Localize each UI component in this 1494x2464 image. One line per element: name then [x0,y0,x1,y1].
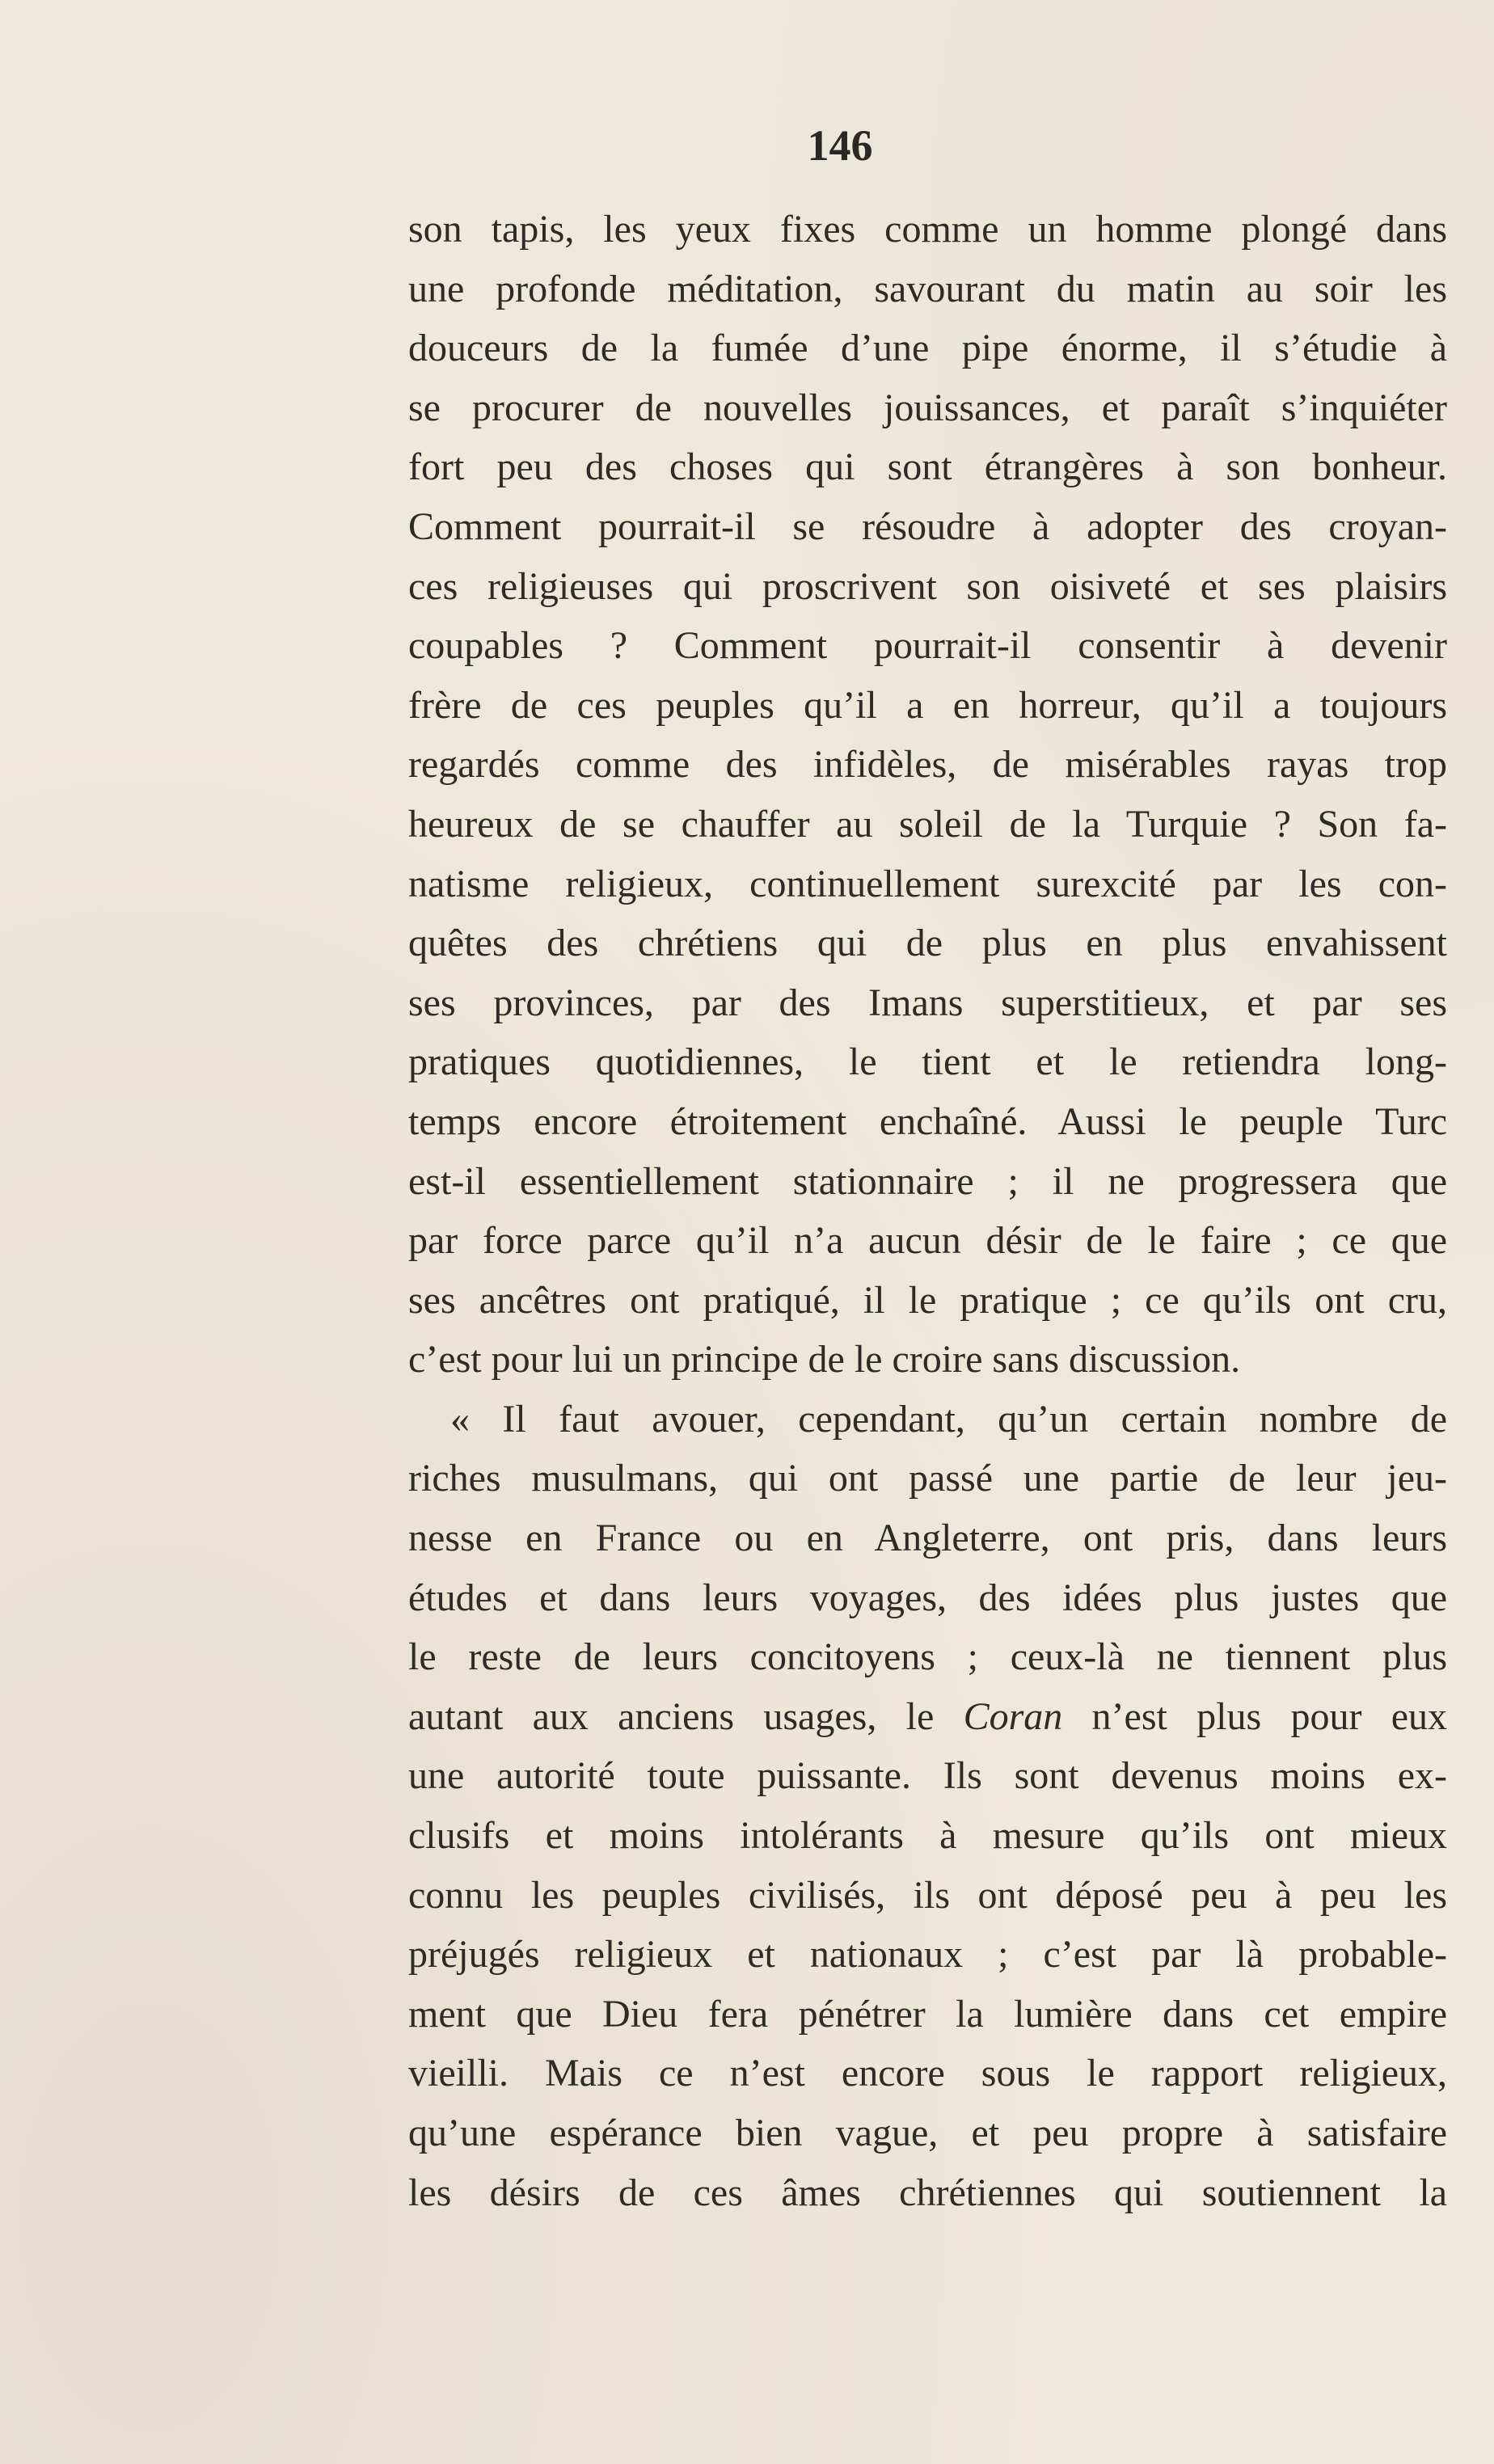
text-segment: n’est plus pour eux [1062,1694,1448,1738]
italic-word: Coran [963,1694,1063,1738]
page-number: 146 [807,121,873,170]
text-line: temps encore étroitement enchaîné. Aussi le peuple Turc [408,1099,1447,1143]
text-line: par force parce qu’il n’a aucun désir de le faire ; ce que [408,1219,1447,1263]
text-line: heureux de se chauffer au soleil de la Turquie ? Son fa- [408,802,1447,846]
text-line: ses ancêtres ont pratiqué, il le pratique ; ce qu’ils ont cru, [408,1278,1447,1322]
text-line: « Il faut avouer, cependant, qu’un certain nombre de [450,1397,1447,1441]
text-line: une autorité toute puissante. Ils sont devenus moins ex- [408,1754,1447,1798]
text-line: ment que Dieu fera pénétrer la lumière dans cet empire [408,1992,1447,2036]
text-line: vieilli. Mais ce n’est encore sous le rapport religieux, [408,2052,1447,2095]
text-line: études et dans leurs voyages, des idées plus justes que [408,1576,1447,1619]
text-line: regardés comme des infidèles, de misérables rayas trop [408,743,1447,787]
text-line: nesse en France ou en Angleterre, ont pris, dans leurs [408,1517,1447,1560]
text-line: riches musulmans, qui ont passé une partie de leur jeu- [408,1457,1447,1500]
text-line: ces religieuses qui proscrivent son oisiveté et ses plaisirs [408,564,1447,608]
text-line: le reste de leurs concitoyens ; ceux-là ne tiennent plus [408,1635,1447,1679]
text-line: clusifs et moins intolérants à mesure qu’ils ont mieux [408,1814,1447,1858]
text-line: fort peu des choses qui sont étrangères à son bonheur. [408,445,1447,489]
text-line: pratiques quotidiennes, le tient et le retiendra long- [408,1040,1447,1084]
text-line: se procurer de nouvelles jouissances, et paraît s’inquiéter [408,386,1447,429]
text-line: est-il essentiellement stationnaire ; il ne progressera que [408,1159,1447,1203]
text-line: son tapis, les yeux fixes comme un homme plongé dans [408,208,1447,251]
text-line: ses provinces, par des Imans superstitieux, et par ses [408,981,1447,1024]
text-line: douceurs de la fumée d’une pipe énorme, il s’étudie à [408,327,1447,370]
text-line: coupables ? Comment pourrait-il consentir à devenir [408,624,1447,668]
text-line: Comment pourrait-il se résoudre à adopter des croyan- [408,504,1447,548]
text-line: une profonde méditation, savourant du matin au soir les [408,267,1447,310]
text-line: connu les peuples civilisés, ils ont déposé peu à peu les [408,1873,1447,1917]
text-line: natisme religieux, continuellement surexcité par les con- [408,862,1447,905]
text-segment: autant aux anciens usages, le [408,1694,964,1738]
text-line: qu’une espérance bien vague, et peu propre à satisfaire [408,2112,1447,2154]
text-line: frère de ces peuples qu’il a en horreur, qu’il a toujours [408,683,1447,727]
body-text [408,200,1447,2222]
text-line: quêtes des chrétiens qui de plus en plus envahissent [408,922,1447,965]
text-line: les désirs de ces âmes chrétiennes qui soutiennent la [408,2171,1447,2214]
text-line: c’est pour lui un principe de le croire sans discussion. [408,1338,1241,1382]
text-line-italic [408,1687,1447,1747]
text-line: préjugés religieux et nationaux ; c’est par là probable- [408,1933,1447,1977]
